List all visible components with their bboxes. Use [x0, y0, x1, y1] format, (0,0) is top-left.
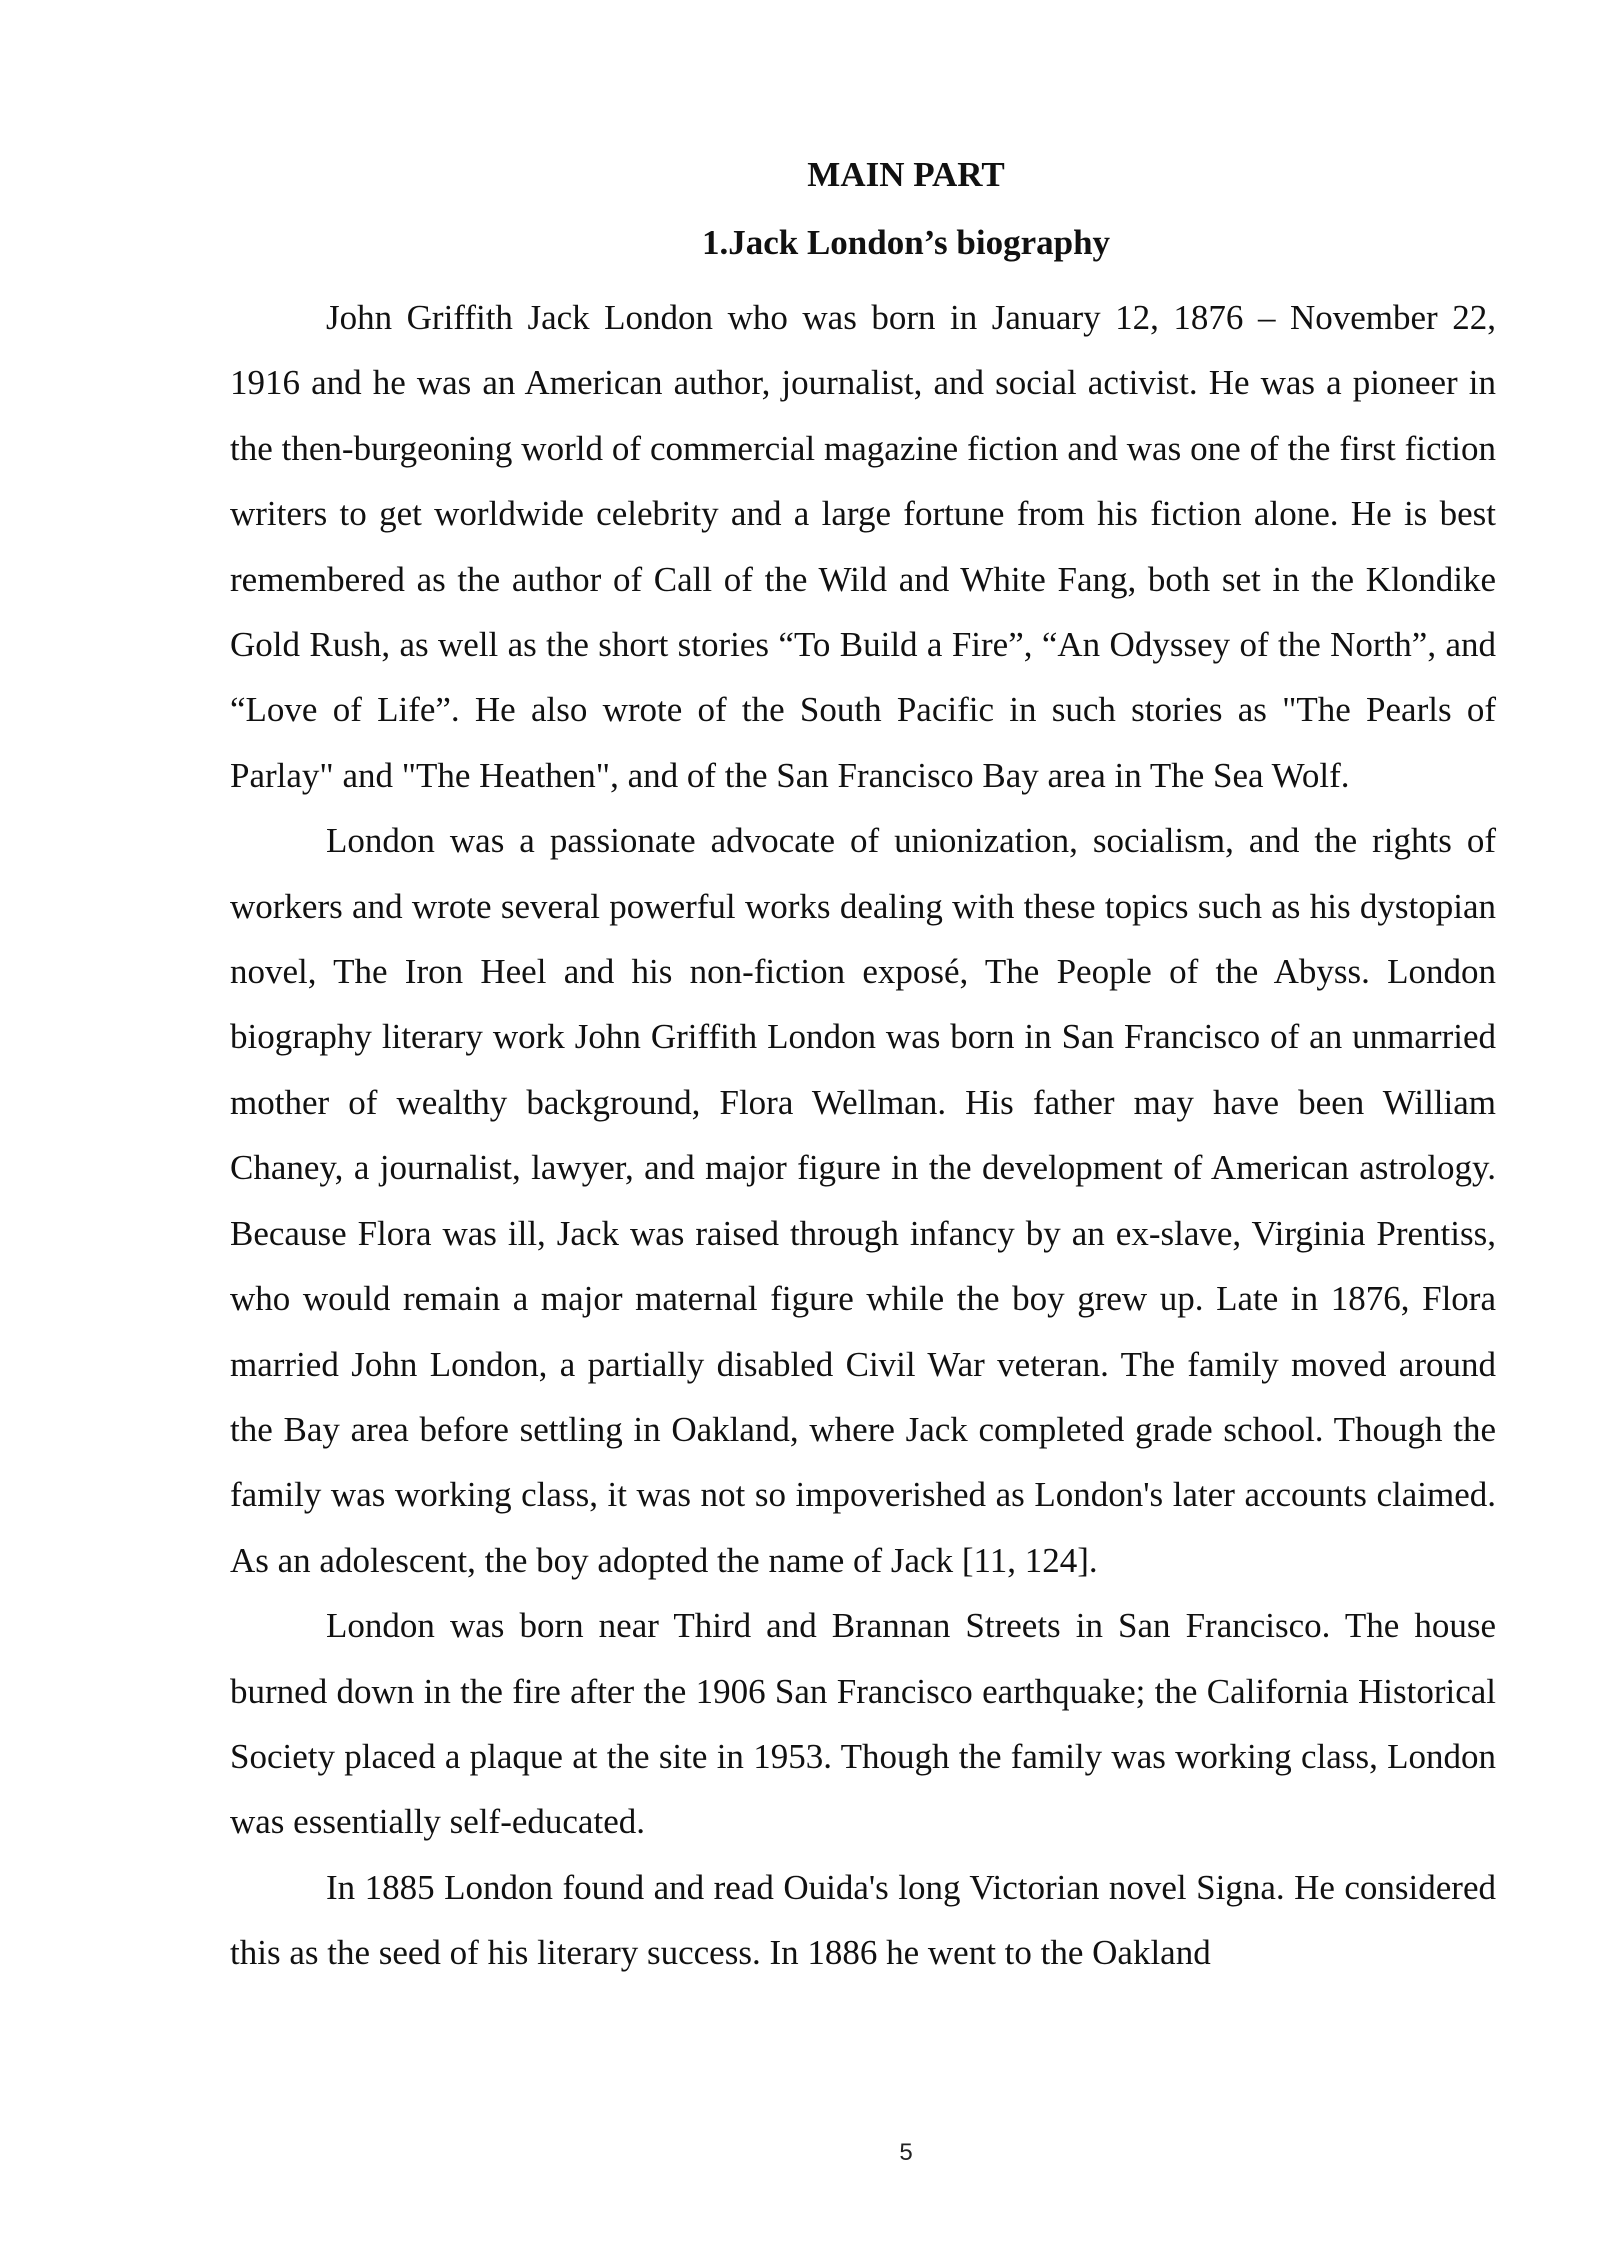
paragraph-2: London was a passionate advocate of unionization, socialism, and the rights of workers and wrote several powerful works dealing with these topics such as his dystopian novel, The Iron Heel and his non-fiction exposé, The People of the Abyss. London biography literary work John Griffith London was born in San Francisco of an unmarried mother of wealthy background, Flora Wellman. His father may have been William Chaney, a journalist, lawyer, and major figure in the development of American astrology. Because Flora was ill, Jack was raised through infancy by an ex-slave, Virginia Prentiss, who would remain a major maternal figure while the boy grew up. Late in 1876, Flora married John London, a partially disabled Civil War veteran. The family moved around the Bay area before settling in Oakland, where Jack completed grade school. Though the family was working class, it was not so impoverished as London's later accounts claimed. As an adolescent, the boy adopted the name of Jack [11, 124].	[230, 821, 1496, 1580]
page-number: 5	[899, 2139, 913, 2166]
section-heading: 1.Jack London’s biography	[701, 223, 1111, 262]
paragraph-1: John Griffith Jack London who was born in January 12, 1876 – November 22, 1916 and he was an American author, journalist, and social activist. He was a pioneer in the then-burgeoning world of commercial magazine fiction and was one of the first fiction writers to get worldwide celebrity and a large fortune from his fiction alone. He is best remembered as the author of Call of the Wild and White Fang, both set in the Klondike Gold Rush, as well as the short stories “To Build a Fire”, “An Odyssey of the North”, and “Love of Life”. He also wrote of the South Pacific in such stories as "The Pearls of Parlay" and "The Heathen", and of the San Francisco Bay area in The Sea Wolf.	[230, 298, 1496, 795]
paragraph-3: London was born near Third and Brannan Streets in San Francisco. The house burned down in the fire after the 1906 San Francisco earthquake; the California Historical Society placed a plaque at the site in 1953. Though the family was working class, London was essentially self-educated.	[230, 1606, 1496, 1842]
body-text	[230, 285, 1496, 1986]
paragraph-4: In 1885 London found and read Ouida's long Victorian novel Signa. He considered this as the seed of his literary success. In 1886 he went to the Oakland	[230, 1867, 1496, 1973]
main-heading: MAIN PART	[807, 155, 1005, 194]
